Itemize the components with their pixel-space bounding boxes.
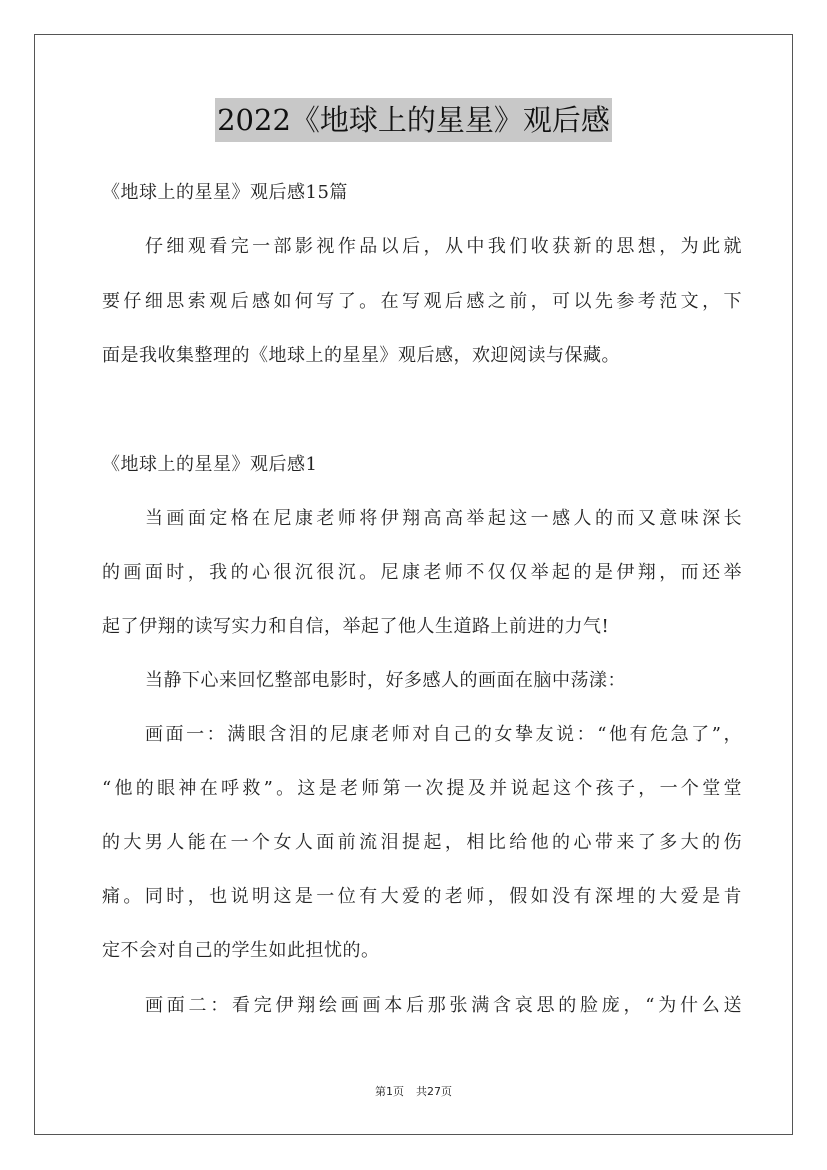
page-total: 共27页 [416,1085,452,1098]
paragraph-line: 画面二：看完伊翔绘画画本后那张满含哀思的脸庞，“为什么送 [145,995,742,1016]
intro-line: 要仔细思索观后感如何写了。在写观后感之前，可以先参考范文，下 [102,291,742,312]
intro-line: 仔细观看完一部影视作品以后，从中我们收获新的思想，为此就 [145,236,742,257]
paragraph-line: 起了伊翔的读写实力和自信，举起了他人生道路上前进的力气! [102,616,610,637]
document-title: 2022《地球上的星星》观后感 [215,98,612,142]
paragraph-line: 定不会对自己的学生如此担忧的。 [102,940,380,961]
intro-line: 面是我收集整理的《地球上的星星》观后感，欢迎阅读与保藏。 [102,345,620,366]
paragraph-line: “他的眼神在呼救”。这是老师第一次提及并说起这个孩子，一个堂堂 [102,778,742,799]
title-wrap [0,98,827,142]
section-heading: 《地球上的星星》观后感1 [102,454,318,475]
paragraph-line: 的大男人能在一个女人面前流泪提起，相比给他的心带来了多大的伤 [102,832,742,853]
paragraph-line: 当静下心来回忆整部电影时，好多感人的画面在脑中荡漾： [145,670,626,691]
page-footer [0,1083,827,1099]
document-subtitle: 《地球上的星星》观后感15篇 [102,182,348,203]
paragraph-line: 的画面时，我的心很沉很沉。尼康老师不仅仅举起的是伊翔，而还举 [102,562,742,583]
paragraph-line: 画面一：满眼含泪的尼康老师对自己的女挚友说：“他有危急了”， [145,724,742,745]
paragraph-line: 当画面定格在尼康老师将伊翔高高举起这一感人的而又意味深长 [145,508,742,529]
paragraph-line: 痛。同时，也说明这是一位有大爱的老师，假如没有深埋的大爱是肯 [102,886,742,907]
page-number: 第1页 [375,1085,404,1098]
